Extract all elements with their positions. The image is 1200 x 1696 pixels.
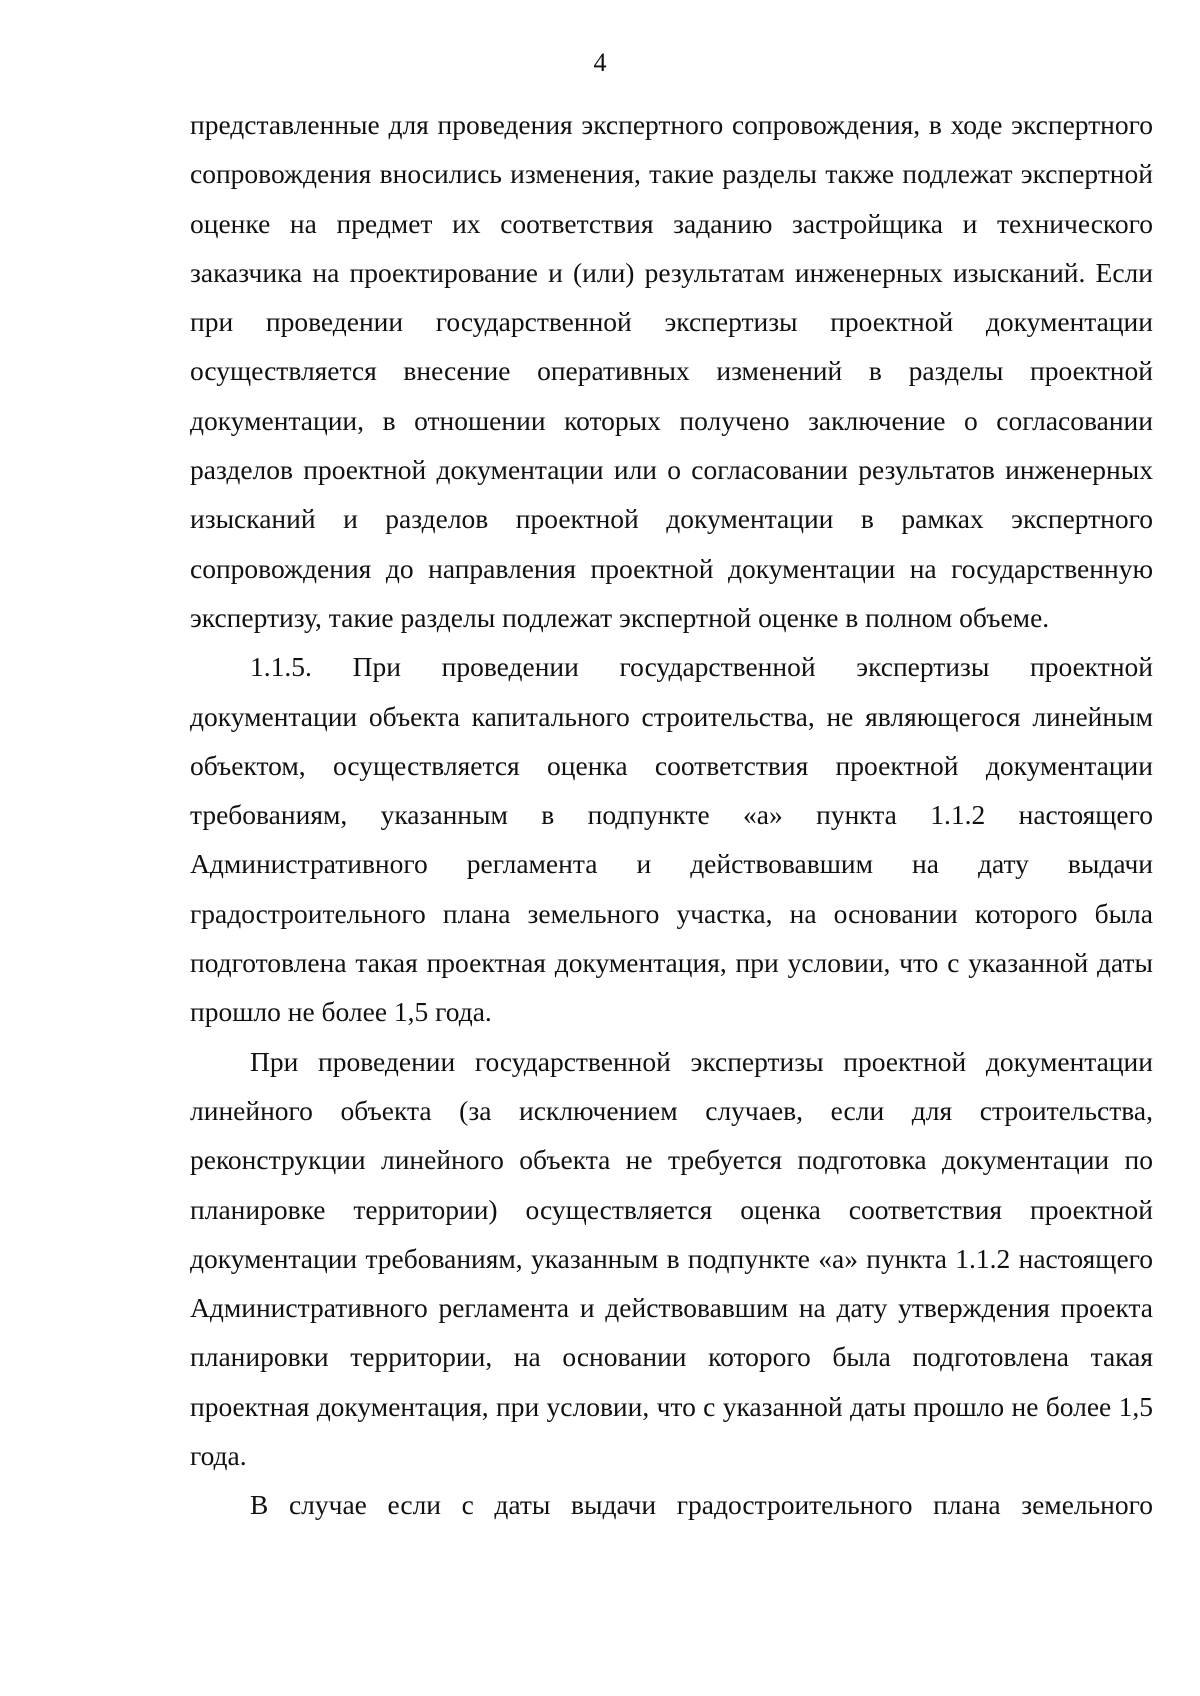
page-number: 4 — [593, 48, 607, 77]
paragraph-urban-plan-date: В случае если с даты выдачи градостроительного плана земельного — [250, 1489, 1153, 1521]
paragraph-1-1-5: 1.1.5. При проведении государственной экспертизы проектной документации объекта капитального строительства, не являющегося линейным объектом, осуществляется оценка соответствия проектной документации требованиям, указанным в подпункте «а» пункта 1.1.2 настоящего Административного регламента и действовавшим на дату выдачи градостроительного плана земельного участка, на основании которого была подготовлена такая проектная документация, при условии, что с указанной даты прошло не более 1,5 года. — [190, 651, 1153, 1028]
paragraph-linear-object: При проведении государственной экспертизы проектной документации линейного объекта (за исключением случаев, если для строительства, реконструкции линейного объекта не требуется подготовка документации по планировке территории) осуществляется оценка соответствия проектной документации требованиям, указанным в подпункте «а» пункта 1.1.2 настоящего Административного регламента и действовавшим на дату утверждения проекта планировки территории, на основании которого была подготовлена такая проектная документация, при условии, что с указанной даты прошло не более 1,5 года. — [190, 1045, 1153, 1472]
document-body — [190, 100, 1153, 1530]
paragraph-continuation: представленные для проведения экспертного сопровождения, в ходе экспертного сопровождения вносились изменения, такие разделы также подлежат экспертной оценке на предмет их соответствия заданию застройщика и технического заказчика на проектирование и (или) результатам инженерных изысканий. Если при проведении государственной экспертизы проектной документации осуществляется внесение оперативных изменений в разделы проектной документации, в отношении которых получено заключение о согласовании разделов проектной документации или о согласовании результатов инженерных изысканий и разделов проектной документации в рамках экспертного сопровождения до направления проектной документации на государственную экспертизу, такие разделы подлежат экспертной оценке в полном объеме. — [190, 109, 1153, 633]
